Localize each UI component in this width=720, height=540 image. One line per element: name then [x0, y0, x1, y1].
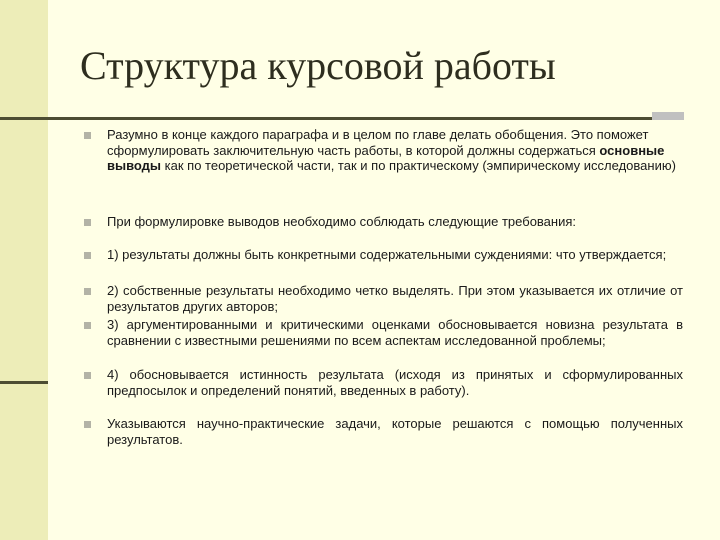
slide-title: Структура курсовой работы [80, 43, 556, 88]
list-item-text: 3) аргументированными и критическими оценками обосновывается новизна результата в сравнении с известными решениями по всем аспектам исследованной проблемы; [107, 317, 683, 348]
bullet-icon [84, 372, 91, 379]
bullet-icon [84, 288, 91, 295]
bullet-icon [84, 252, 91, 259]
bullet-icon [84, 132, 91, 139]
title-underline-accent [652, 112, 684, 120]
list-item-text: 4) обосновывается истинность результата (исходя из принятых и сформулированных предпосылок и определений понятий, введенных в работу). [107, 367, 683, 398]
left-decor-band [0, 0, 48, 540]
bullet-icon [84, 421, 91, 428]
title-underline [0, 117, 652, 120]
list-item [107, 247, 683, 263]
list-item [107, 127, 683, 174]
list-item [107, 283, 683, 314]
bullet-icon [84, 219, 91, 226]
list-item-text: как по теоретической части, так и по практическому (эмпирическому исследованию) [161, 158, 676, 173]
list-item-emphasis: основные выводы [107, 142, 665, 173]
list-item [107, 416, 683, 447]
list-item-text: Указываются научно-практические задачи, которые решаются с помощью полученных результатов. [107, 416, 683, 447]
list-item [107, 367, 683, 398]
list-item [107, 317, 683, 348]
bullet-icon [84, 322, 91, 329]
list-item-text: 1) результаты должны быть конкретными содержательными суждениями: что утверждается; [107, 247, 667, 262]
list-item-text: При формулировке выводов необходимо соблюдать следующие требования: [107, 214, 577, 229]
left-decor-line [0, 381, 48, 384]
list-item-text: Разумно в конце каждого параграфа и в целом по главе делать обобщения. Это поможет сформулировать заключительную часть работы, в которой должны содержаться [107, 127, 649, 158]
list-item-text: 2) собственные результаты необходимо четко выделять. При этом указывается их отличие от результатов других авторов; [107, 283, 683, 314]
list-item [107, 214, 683, 230]
